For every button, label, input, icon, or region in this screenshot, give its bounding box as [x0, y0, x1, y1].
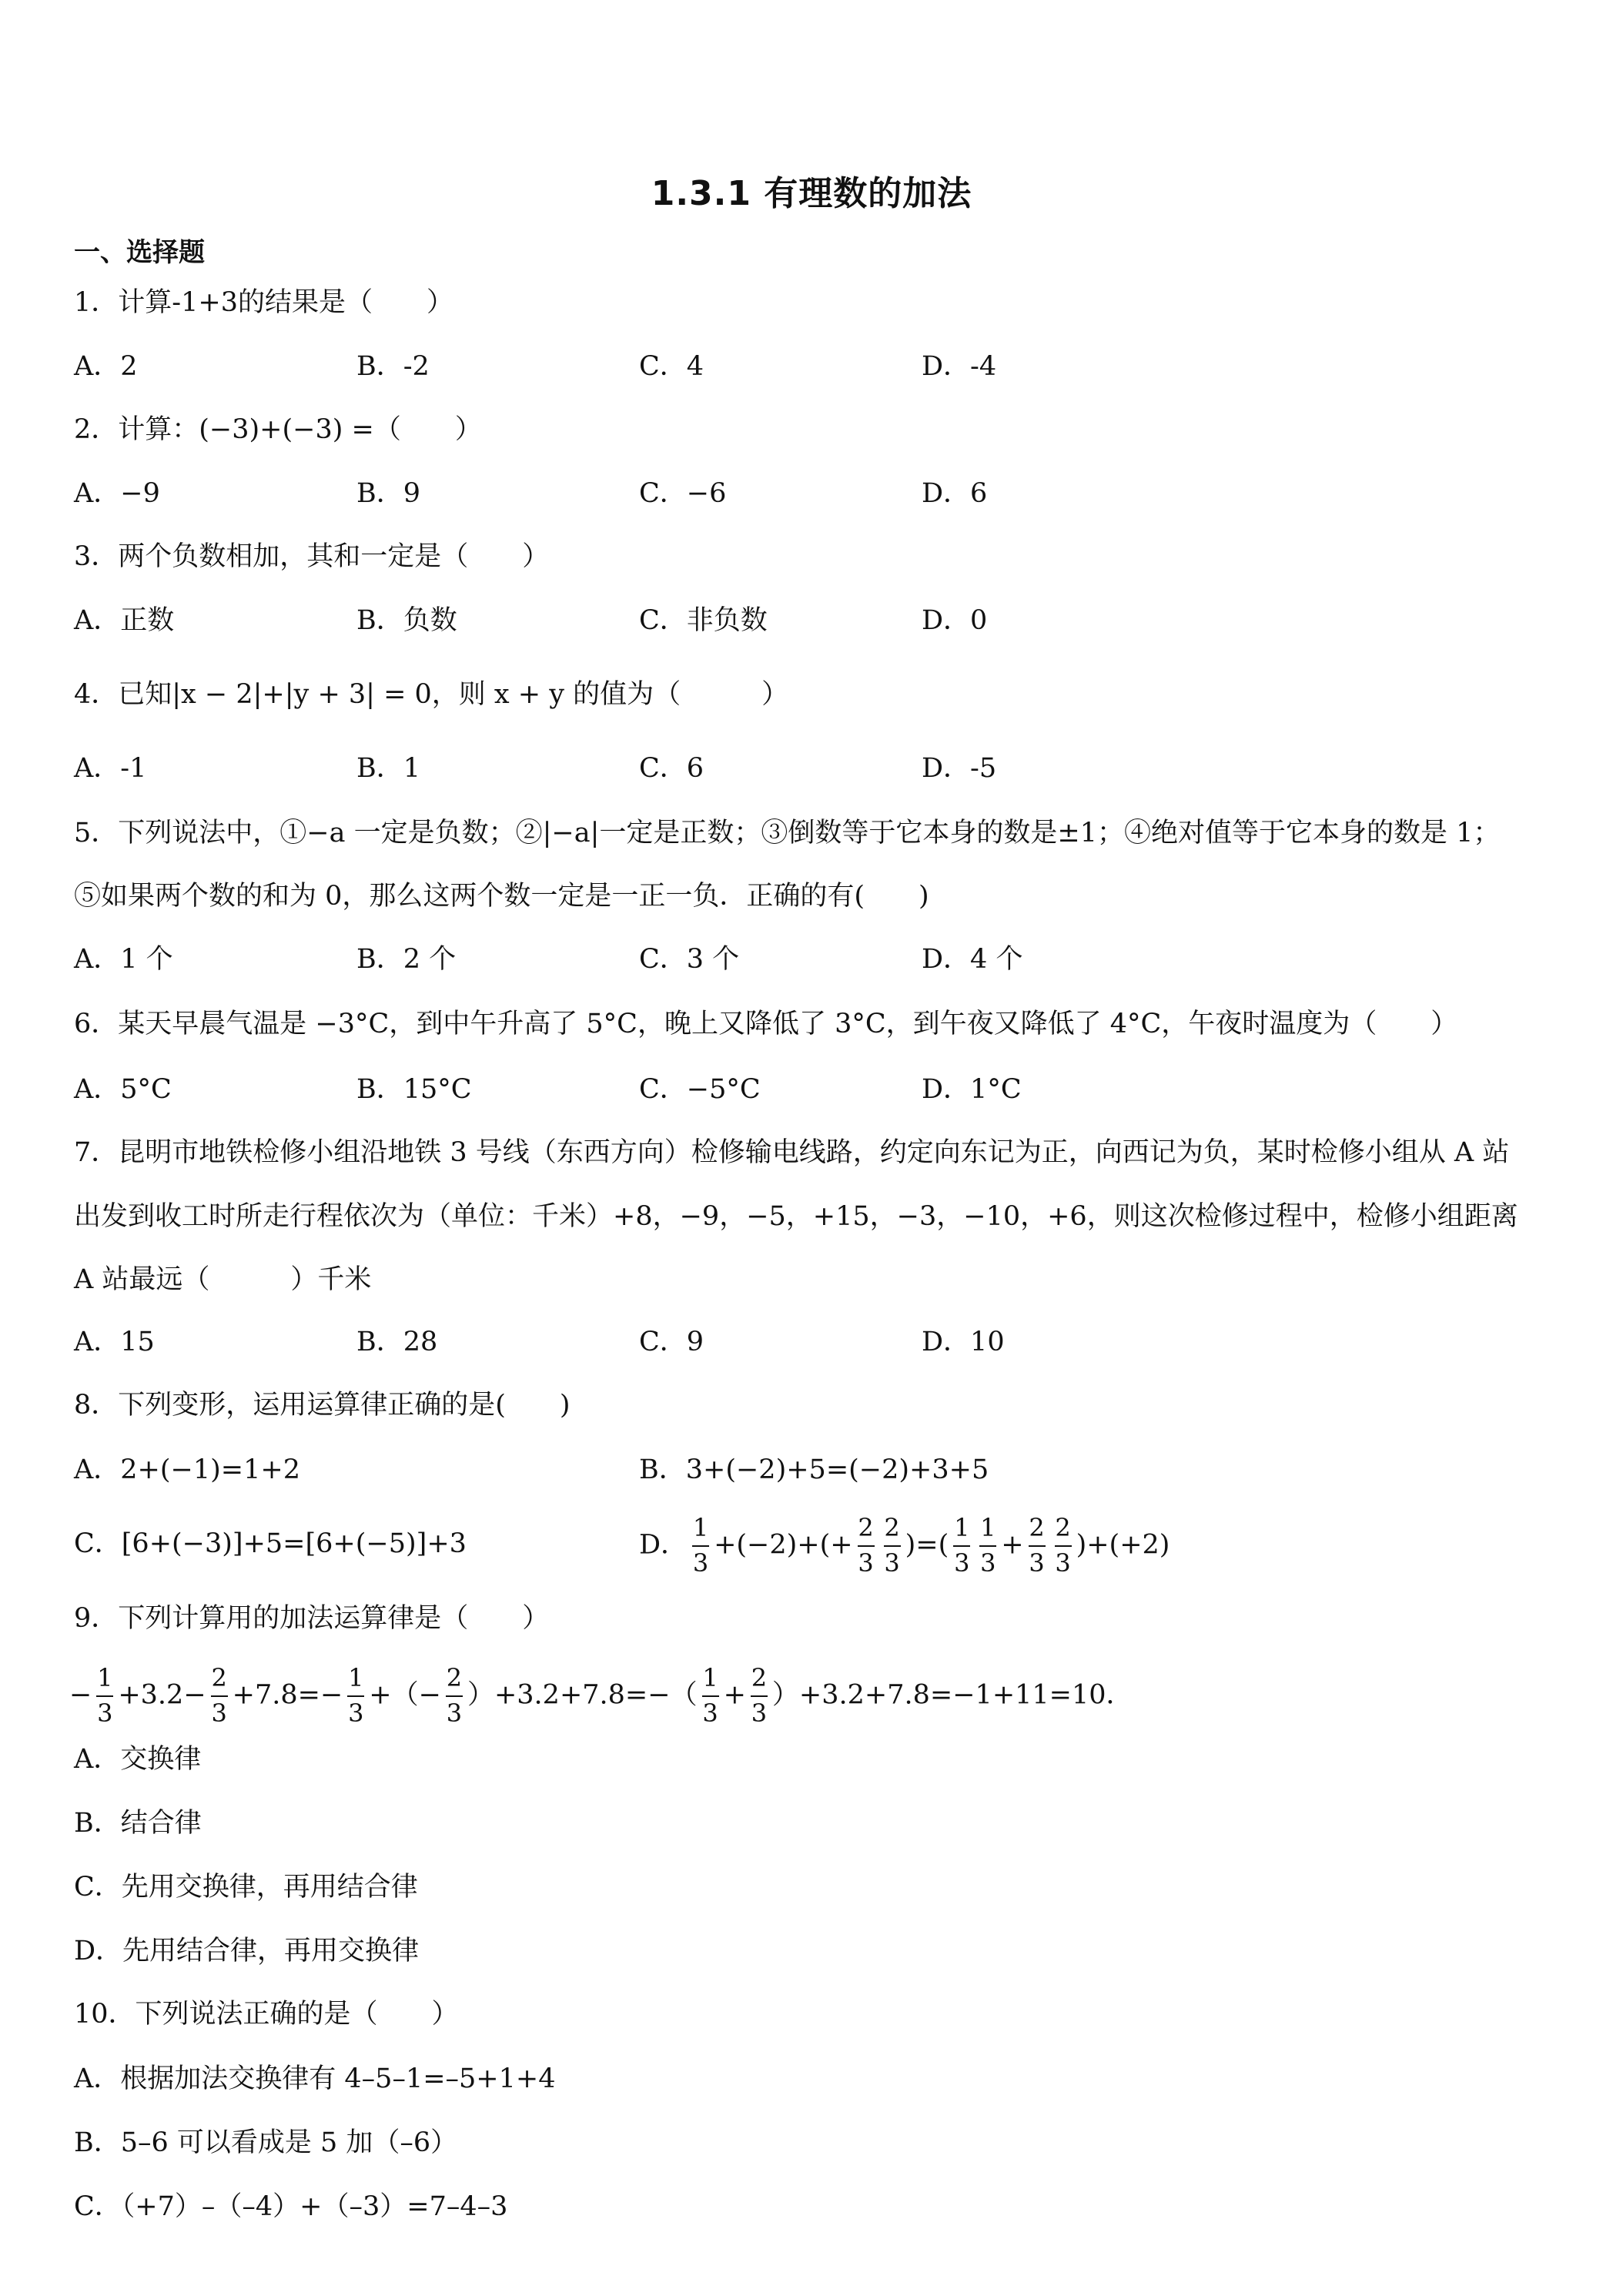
question-6-option-c[interactable]: C．−5°C [639, 1074, 761, 1105]
fraction: $\frac{2}{3}$ [1055, 1512, 1071, 1578]
question-5-option-c[interactable]: C．3 个 [639, 944, 740, 975]
question-5-option-a[interactable]: A．1 个 [74, 944, 173, 975]
question-7-stem-line-3: A 站最远（ ）千米 [74, 1264, 372, 1295]
question-1-option-a[interactable]: A．2 [74, 351, 138, 382]
fraction: $\frac{1}{3}$ [954, 1512, 970, 1578]
fraction: $\frac{2}{3}$ [884, 1512, 900, 1578]
fraction: $\frac{2}{3}$ [446, 1662, 463, 1728]
question-5-option-b[interactable]: B．2 个 [356, 944, 457, 975]
question-7-option-d[interactable]: D．10 [922, 1327, 1005, 1357]
question-3-option-b[interactable]: B．负数 [356, 605, 457, 636]
question-10-option-b[interactable]: B．5–6 可以看成是 5 加（–6） [74, 2127, 458, 2158]
question-7-stem-line-2: 出发到收工时所走行程依次为（单位：千米）+8，−9，−5，+15，−3，−10，+6，则这次检修过程中，检修小组距离 [74, 1201, 1518, 1232]
question-4-option-a[interactable]: A．-1 [74, 753, 147, 784]
question-10-option-c[interactable]: C．（+7）–（–4）+（–3）=7–4–3 [74, 2191, 508, 2222]
question-8-option-b[interactable]: B．3+(−2)+5=(−2)+3+5 [639, 1454, 989, 1485]
fraction: $\frac{2}{3}$ [211, 1662, 227, 1728]
question-2-option-c[interactable]: C．−6 [639, 478, 727, 509]
section-heading: 一、选择题 [74, 237, 205, 268]
option-d-label: D． [639, 1529, 688, 1561]
question-3-option-a[interactable]: A．正数 [74, 605, 175, 636]
question-7-option-b[interactable]: B．28 [356, 1327, 438, 1357]
question-7-option-c[interactable]: C．9 [639, 1327, 704, 1357]
question-10-option-a[interactable]: A．根据加法交换律有 4–5–1=–5+1+4 [74, 2063, 556, 2094]
question-7-option-a[interactable]: A．15 [74, 1327, 155, 1357]
question-5-stem-line-1: 5．下列说法中，①−a 一定是负数；②|−a|一定是正数；③倒数等于它本身的数是±1；④绝对值等于它本身的数是 1； [74, 818, 1501, 848]
fraction: $\frac{1}{3}$ [348, 1662, 364, 1728]
fraction: $\frac{1}{3}$ [97, 1662, 113, 1728]
question-4-option-c[interactable]: C．6 [639, 753, 704, 784]
question-1-option-d[interactable]: D．-4 [922, 351, 997, 382]
page-title: 1.3.1 有理数的加法 [651, 174, 972, 213]
question-2-option-a[interactable]: A．−9 [74, 478, 160, 509]
question-4-stem: 4．已知|x − 2|+|y + 3| = 0，则 x + y 的值为（ ） [74, 679, 789, 710]
question-6-stem: 6．某天早晨气温是 −3°C，到中午升高了 5°C，晚上又降低了 3°C，到午夜又降低了 4°C，午夜时温度为（ ） [74, 1009, 1458, 1039]
fraction: $\frac{1}{3}$ [980, 1512, 996, 1578]
question-3-option-c[interactable]: C．非负数 [639, 605, 768, 636]
question-6-option-d[interactable]: D．1°C [922, 1074, 1022, 1105]
question-5-option-d[interactable]: D．4 个 [922, 944, 1023, 975]
question-2-stem: 2．计算：(−3)+(−3) =（ ） [74, 414, 482, 445]
fraction: $\frac{1}{3}$ [692, 1512, 709, 1578]
question-8-option-c[interactable]: C．[6+(−3)]+5=[6+(−5)]+3 [74, 1528, 467, 1559]
question-7-stem-line-1: 7．昆明市地铁检修小组沿地铁 3 号线（东西方向）检修输电线路，约定向东记为正，向西记为负，某时检修小组从 A 站 [74, 1137, 1510, 1168]
question-9-stem: 9．下列计算用的加法运算律是（ ） [74, 1603, 550, 1634]
question-2-option-b[interactable]: B．9 [356, 478, 420, 509]
question-4-option-b[interactable]: B．1 [356, 753, 420, 784]
fraction: $\frac{2}{3}$ [751, 1662, 768, 1728]
fraction: $\frac{1}{3}$ [702, 1662, 718, 1728]
question-5-stem-line-2: ⑤如果两个数的和为 0，那么这两个数一定是一正一负．正确的有( ) [74, 881, 929, 912]
question-9-option-d[interactable]: D．先用结合律，再用交换律 [74, 1936, 420, 1966]
question-1-stem: 1．计算-1+3的结果是（ ） [74, 287, 453, 318]
question-6-option-b[interactable]: B．15°C [356, 1074, 472, 1105]
fraction: $\frac{2}{3}$ [858, 1512, 874, 1578]
question-9-option-c[interactable]: C．先用交换律，再用结合律 [74, 1872, 418, 1903]
question-1-option-c[interactable]: C．4 [639, 351, 704, 382]
fraction: $\frac{2}{3}$ [1029, 1512, 1045, 1578]
question-9-option-a[interactable]: A．交换律 [74, 1744, 202, 1775]
question-9-expression: − $\frac{1}{3}$ +3.2− $\frac{2}{3}$ +7.8=− $\frac{1}{3}$ +（− $\frac{2}{3}$ ）+3.2+7.8=−（ $\frac{1}{3}$ + $\frac{2}{3}$ ）+3.2+7.8=−1+11=10． [69, 1662, 1133, 1728]
question-2-option-d[interactable]: D．6 [922, 478, 988, 509]
question-8-stem: 8．下列变形，运用运算律正确的是( ) [74, 1390, 571, 1421]
question-1-option-b[interactable]: B．-2 [356, 351, 430, 382]
question-4-option-d[interactable]: D．-5 [922, 753, 997, 784]
question-10-stem: 10．下列说法正确的是（ ） [74, 1999, 459, 2030]
question-3-stem: 3．两个负数相加，其和一定是（ ） [74, 541, 550, 572]
question-8-option-d[interactable]: D． $\frac{1}{3}$ +(−2)+(+ $\frac{2}{3}$ $\frac{2}{3}$ )=( $\frac{1}{3}$ $\frac{1}{3}$ + $\frac{2}{3}$ $\frac{2}{3}$ )+(+2) [639, 1512, 1170, 1578]
question-8-option-a[interactable]: A．2+(−1)=1+2 [74, 1454, 300, 1485]
question-9-option-b[interactable]: B．结合律 [74, 1808, 202, 1839]
question-3-option-d[interactable]: D．0 [922, 605, 988, 636]
question-6-option-a[interactable]: A．5°C [74, 1074, 172, 1105]
